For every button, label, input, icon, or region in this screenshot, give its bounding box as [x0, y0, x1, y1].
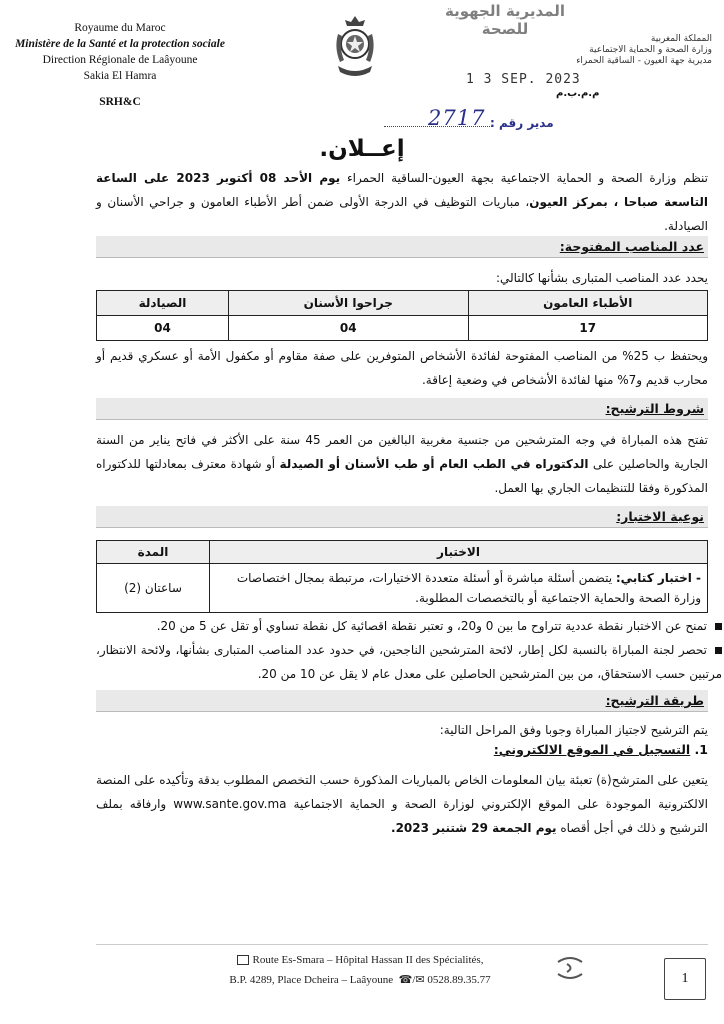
reference-label: مدير رقم : [490, 116, 554, 130]
step-deadline: يوم الجمعة 29 شتنبر 2023. [391, 821, 557, 835]
posts-reservation-note: ويحتفظ ب 25% من المناصب المفتوحة لفائدة الأشخاص المتوفرين على صفة مقاوم أو مكفول الأمة أو عسكري قديم أو محارب قديم و7% منها لفائدة الأشخاص في وضعية إعاقة. [96, 349, 708, 387]
footer-address [180, 950, 540, 990]
method-intro: يتم الترشيح لاجتياز المباراة وجوبا وفق المراحل التالية: [439, 723, 708, 737]
exam-duration: ساعتان (2) [97, 564, 210, 613]
page-number: 1 [664, 958, 706, 1000]
footer-divider [96, 944, 708, 945]
conditions-section-heading [96, 398, 708, 420]
conditions-heading-label: شروط الترشيح: [605, 401, 704, 416]
posts-heading-label: عدد المناصب المفتوحة: [559, 239, 704, 254]
footer-address-line-2: B.P. 4289, Place Dcheira – Laâyoune ☎/✉ 0528.89.35.77 [229, 974, 491, 986]
intro-text-3: ، مباريات التوظيف في الدرجة الأولى ضمن أطر الأطباء العامون و جراحي الأسنان و الصيادلة. [96, 195, 708, 233]
posts-section-heading [96, 236, 708, 258]
exam-table-row [97, 564, 708, 613]
footer-address-line-1 [180, 950, 540, 970]
header-left-block [8, 20, 232, 110]
conditions-degrees: الدكتوراه في الطب العام أو طب الأسنان أو الصيدلة [279, 457, 589, 471]
exam-col-duration: المدة [97, 541, 210, 564]
step-text-1: يتعين على المترشح(ة) تعبئة بيان المعلومات الخاص بالمباريات المذكورة حسب التخصص المطلوب بدقة وتأكيده على المنصة الالكترونية الموجودة على الموقع الإلكتروني لوزارة الصحة و الحماية الاجتماعية [96, 773, 708, 811]
exam-description: يتضمن أسئلة مباشرة أو أسئلة متعددة الاختيارات، مرتبطة بمجال اختصاصات وزارة الصحة والحماية الاجتماعية أو بالتخصصات المطلوبة. [236, 571, 701, 605]
step-1-heading [96, 742, 708, 757]
date-stamp: 1 3 SEP. 2023 [466, 72, 581, 87]
step-text-2: وارفاقه بملف الترشيح و ذلك في أجل أقصاه [96, 797, 708, 835]
method-heading-label: طريقة الترشيح: [605, 693, 704, 708]
posts-col-dentists: جراحوا الأسنان [229, 291, 469, 316]
phone-icon: ☎ [398, 974, 413, 986]
exam-description-cell [210, 564, 708, 613]
intro-text-1: تنظم وزارة الصحة و الحماية الاجتماعية بجهة العيون-الساقية الحمراء [340, 171, 708, 185]
posts-count-pharmacists: 04 [97, 316, 229, 341]
posts-count-dentists: 04 [229, 316, 469, 341]
step-title: التسجيل في الموقع الالكتروني: [493, 742, 691, 757]
posts-count-general-doctors: 17 [468, 316, 707, 341]
exam-table-header-row [97, 541, 708, 564]
announcement-title: إعــلان. [319, 136, 405, 162]
ministry-logo-icon [552, 950, 588, 986]
conditions-text-1: تفتح هذه المباراة في وجه المترشحين من جنسية مغربية البالغين من العمر 45 سنة على الأكثر في فاتح يناير من السنة الجارية والحاصلين على [96, 433, 708, 471]
region-name: Sakia El Hamra [83, 70, 157, 82]
ministry-name: Ministère de la Santé et la protection sociale [15, 38, 225, 50]
footer-phone: 0528.89.35.77 [427, 974, 491, 986]
posts-table-header-row [97, 291, 708, 316]
footer-street: Route Es-Smara – Hôpital Hassan II des Spécialités, [252, 954, 484, 966]
department-code-ar: م.م.ب.م [556, 88, 600, 99]
ministry-name-ar: وزارة الصحة و الحماية الاجتماعية [589, 45, 712, 55]
step-number: 1. [694, 742, 708, 757]
results-bullet [96, 638, 722, 686]
ministry-website-link[interactable]: www.sante.gov.ma [173, 797, 287, 811]
regional-stamp: المديرية الجهوية للصحة [444, 2, 566, 38]
intro-paragraph [96, 166, 708, 238]
fax-icon: ✉ [415, 974, 425, 986]
coat-of-arms-icon [330, 14, 380, 80]
exam-table [96, 540, 708, 613]
intro-date-location: يوم الأحد 08 أكتوبر 2023 على الساعة التاسعة صباحا ، بمركز العيون [96, 171, 708, 209]
kingdom-name: Royaume du Maroc [74, 22, 166, 34]
exam-col-exam: الاختبار [210, 541, 708, 564]
posts-col-general-doctors: الأطباء العامون [468, 291, 707, 316]
regional-direction: Direction Régionale de Laâyoune [42, 54, 198, 66]
scoring-text: تمنح عن الاختبار نقطة عددية تتراوح ما بين 0 و20، و تعتبر نقطة اقصائية كل نقطة تساوي أو تقل عن 5 من 20. [156, 619, 707, 633]
exam-heading-label: نوعية الاختبار: [616, 509, 704, 524]
posts-table-row [97, 316, 708, 341]
exam-type-label: - اختبار كتابي: [615, 571, 701, 585]
posts-col-pharmacists: الصيادلة [97, 291, 229, 316]
scoring-bullet [96, 614, 722, 638]
envelope-icon [237, 955, 249, 965]
method-section-heading [96, 690, 708, 712]
step-1-paragraph [96, 768, 708, 840]
conditions-text-3: أو شهادة معترف بمعادلتها للدكتوراه المذكورة وفقا للتنظيمات الجاري بها العمل. [96, 457, 708, 495]
bullet-square-icon [715, 647, 722, 654]
department-code: SRH&C [99, 96, 141, 108]
posts-table [96, 290, 708, 341]
kingdom-name-ar: المملكة المغربية [650, 34, 712, 44]
regional-direction-ar: مديرية جهة العيون - الساقية الحمراء [576, 56, 712, 66]
results-text: تحصر لجنة المباراة بالنسبة لكل إطار، لائحة المترشحين الناجحين، في حدود عدد المناصب المتبارى بشأنها، ولائحة الانتظار، مرتبين حسب الاستحقاق، من بين المترشحين الحاصلين على معدل عام لا يقل عن 10 من 20. [96, 643, 722, 681]
footer-po-box: B.P. 4289, Place Dcheira – Laâyoune [229, 974, 394, 986]
bullet-square-icon [715, 623, 722, 630]
conditions-paragraph [96, 428, 708, 500]
reference-number: 2717 [428, 106, 486, 130]
posts-intro: يحدد عدد المناصب المتبارى بشأنها كالتالي: [495, 271, 708, 285]
exam-section-heading [96, 506, 708, 528]
